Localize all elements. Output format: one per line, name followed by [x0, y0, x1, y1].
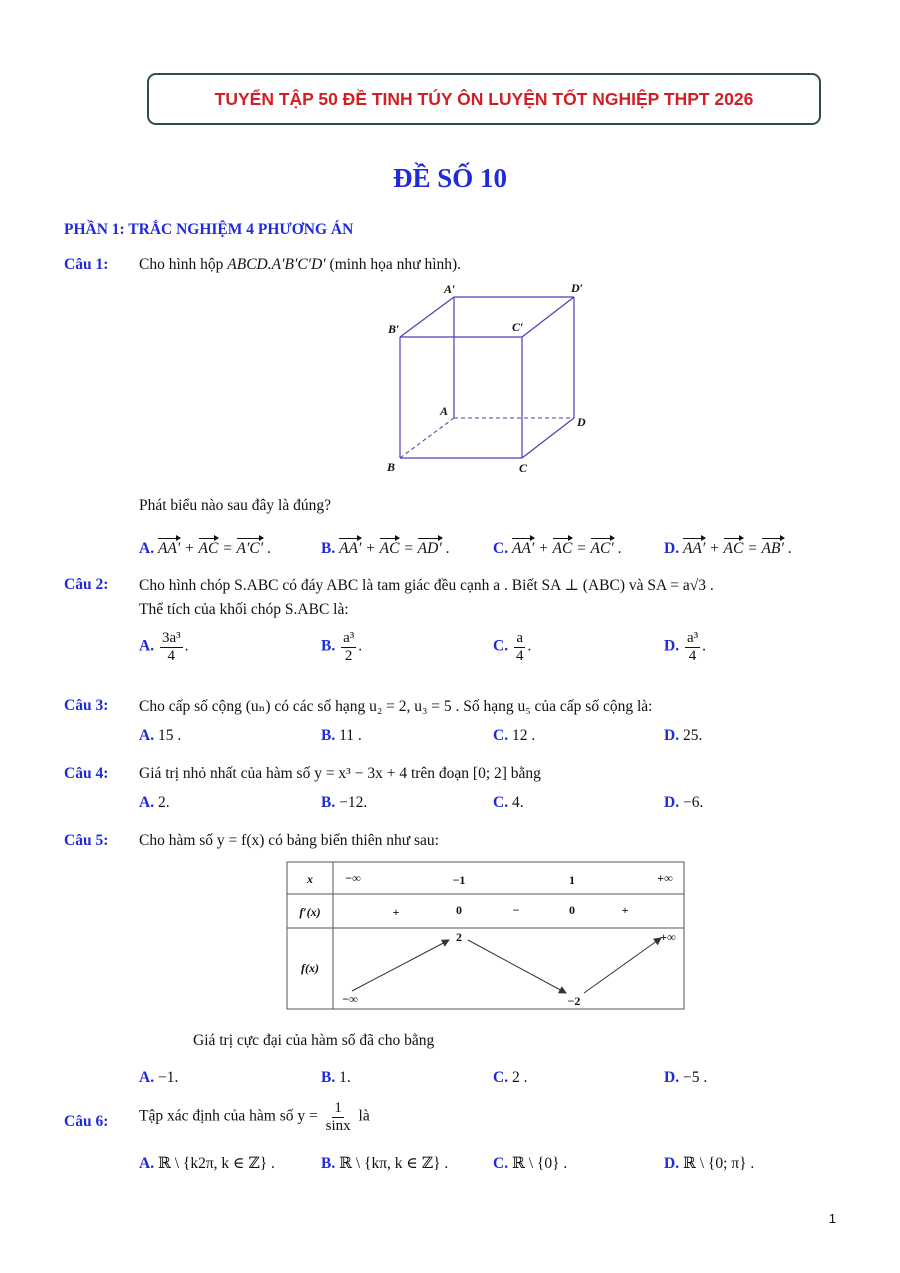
vertex-a1: A′	[444, 282, 456, 296]
q5-prompt: Giá trị cực đại của hàm số đã cho bằng	[193, 1032, 435, 1049]
vt-x-0: −∞	[345, 871, 361, 885]
vt-row-x: x	[307, 872, 313, 886]
vt-row-f: f(x)	[301, 961, 319, 975]
q2-line1: Cho hình chóp S.ABC có đáy ABC là tam giác đều cạnh a . Biết SA ⊥ (ABC) và SA = a√3 .	[139, 577, 714, 594]
vt-f-3: +∞	[660, 930, 676, 944]
q5-label: Câu 5:	[64, 832, 109, 849]
vt-arrow-up-2	[584, 938, 661, 993]
q1-option-a[interactable]: A. AA′ + AC = A′C′ .	[139, 540, 271, 557]
vt-x-3: +∞	[657, 871, 673, 885]
q1-option-c[interactable]: C. AA′ + AC = AC′ .	[493, 540, 622, 557]
vertex-b: B	[387, 460, 396, 474]
q3-text: Cho cấp số cộng (uₙ) có các số hạng u₂ = 2, u₃ = 5 . Số hạng u₅ của cấp số cộng là:	[139, 698, 653, 715]
variation-table	[286, 861, 686, 1011]
q4-option-a[interactable]: A. 2.	[139, 794, 170, 811]
q2-option-b[interactable]: B. $\frac{\text{a³}}{2}$ .	[321, 630, 363, 664]
q2-label: Câu 2:	[64, 576, 109, 593]
q3-option-d[interactable]: D. 25.	[664, 727, 703, 744]
q4-label: Câu 4:	[64, 765, 109, 782]
q5-option-c[interactable]: C. 2 .	[493, 1069, 528, 1086]
exam-title: ĐỀ SỐ 10	[392, 163, 508, 193]
vt-fp-1: 0	[456, 903, 462, 917]
vertex-a: A	[440, 404, 449, 418]
vt-row-fprime: f′(x)	[299, 905, 321, 919]
q3-option-a[interactable]: A. 15 .	[139, 727, 182, 744]
vt-arrow-up-1	[352, 940, 449, 991]
q4-option-c[interactable]: C. 4.	[493, 794, 524, 811]
vt-fp-2: −	[512, 903, 520, 917]
q1-box-figure	[380, 282, 600, 482]
q5-option-a[interactable]: A. −1.	[139, 1069, 179, 1086]
vt-f-0: −∞	[342, 992, 358, 1006]
vt-f-1: 2	[456, 930, 462, 944]
q5-option-b[interactable]: B. 1.	[321, 1069, 351, 1086]
q5-option-d[interactable]: D. −5 .	[664, 1069, 708, 1086]
q1-text: Cho hình hộp ABCD.A′B′C′D′ (minh họa như hình).	[139, 256, 462, 273]
q1-option-d[interactable]: D. AA′ + AC = AB′ .	[664, 540, 792, 557]
q2-option-a[interactable]: A. $\frac{\text{3a³}}{4}$ .	[139, 630, 189, 664]
q6-option-a[interactable]: A. ℝ \ {k2π, k ∈ ℤ} .	[139, 1155, 275, 1172]
vt-x-2: 1	[569, 873, 575, 887]
vertex-d: D	[577, 415, 586, 429]
q4-option-d[interactable]: D. −6.	[664, 794, 704, 811]
q4-text: Giá trị nhỏ nhất của hàm số y = x³ − 3x + 4 trên đoạn [0; 2] bằng	[139, 765, 541, 782]
q1-option-b[interactable]: B. AA′ + AC = AD′ .	[321, 540, 450, 557]
vt-f-2: −2	[567, 994, 581, 1008]
vertex-b1: B′	[388, 322, 400, 336]
q3-option-c[interactable]: C. 12 .	[493, 727, 536, 744]
q6-option-c[interactable]: C. ℝ \ {0} .	[493, 1155, 568, 1172]
q1-prompt: Phát biểu nào sau đây là đúng?	[139, 497, 331, 514]
q2-option-d[interactable]: D. $\frac{\text{a³}}{4}$ .	[664, 630, 706, 664]
series-banner	[147, 73, 821, 125]
banner-text: TUYỂN TẬP 50 ĐỀ TINH TÚY ÔN LUYỆN TỐT NGHIỆP THPT 2026	[214, 88, 754, 109]
section-heading: PHẦN 1: TRẮC NGHIỆM 4 PHƯƠNG ÁN	[64, 221, 354, 238]
q3-option-b[interactable]: B. 11 .	[321, 727, 362, 744]
vt-fp-3: 0	[569, 903, 575, 917]
q6-option-d[interactable]: D. ℝ \ {0; π} .	[664, 1155, 755, 1172]
q2-line2: Thể tích của khối chóp S.ABC là:	[139, 601, 349, 618]
vertex-d1: D′	[571, 282, 584, 295]
vertex-c1: C′	[512, 320, 524, 334]
q2-option-c[interactable]: C. $\frac{a}{4}$ .	[493, 630, 532, 664]
q1-label: Câu 1:	[64, 256, 109, 273]
vt-arrow-down	[468, 940, 566, 993]
q4-option-b[interactable]: B. −12.	[321, 794, 368, 811]
q6-text: Tập xác định của hàm số y = $\frac{1}{\sin x}$ là	[139, 1100, 370, 1134]
page-number: 1	[828, 1211, 836, 1226]
vt-x-1: −1	[452, 873, 466, 887]
q3-label: Câu 3:	[64, 697, 109, 714]
q6-option-b[interactable]: B. ℝ \ {kπ, k ∈ ℤ} .	[321, 1155, 449, 1172]
edge-b1-a1	[400, 297, 454, 337]
q5-text: Cho hàm số y = f(x) có bảng biến thiên như sau:	[139, 832, 439, 849]
edge-a-b	[400, 418, 454, 458]
edge-c-d	[522, 418, 574, 458]
q6-label: Câu 6:	[64, 1113, 109, 1130]
vt-fp-4: +	[621, 903, 629, 917]
vertex-c: C	[519, 461, 528, 475]
edge-c1-d1	[522, 297, 574, 337]
vt-fp-0: +	[392, 905, 400, 919]
